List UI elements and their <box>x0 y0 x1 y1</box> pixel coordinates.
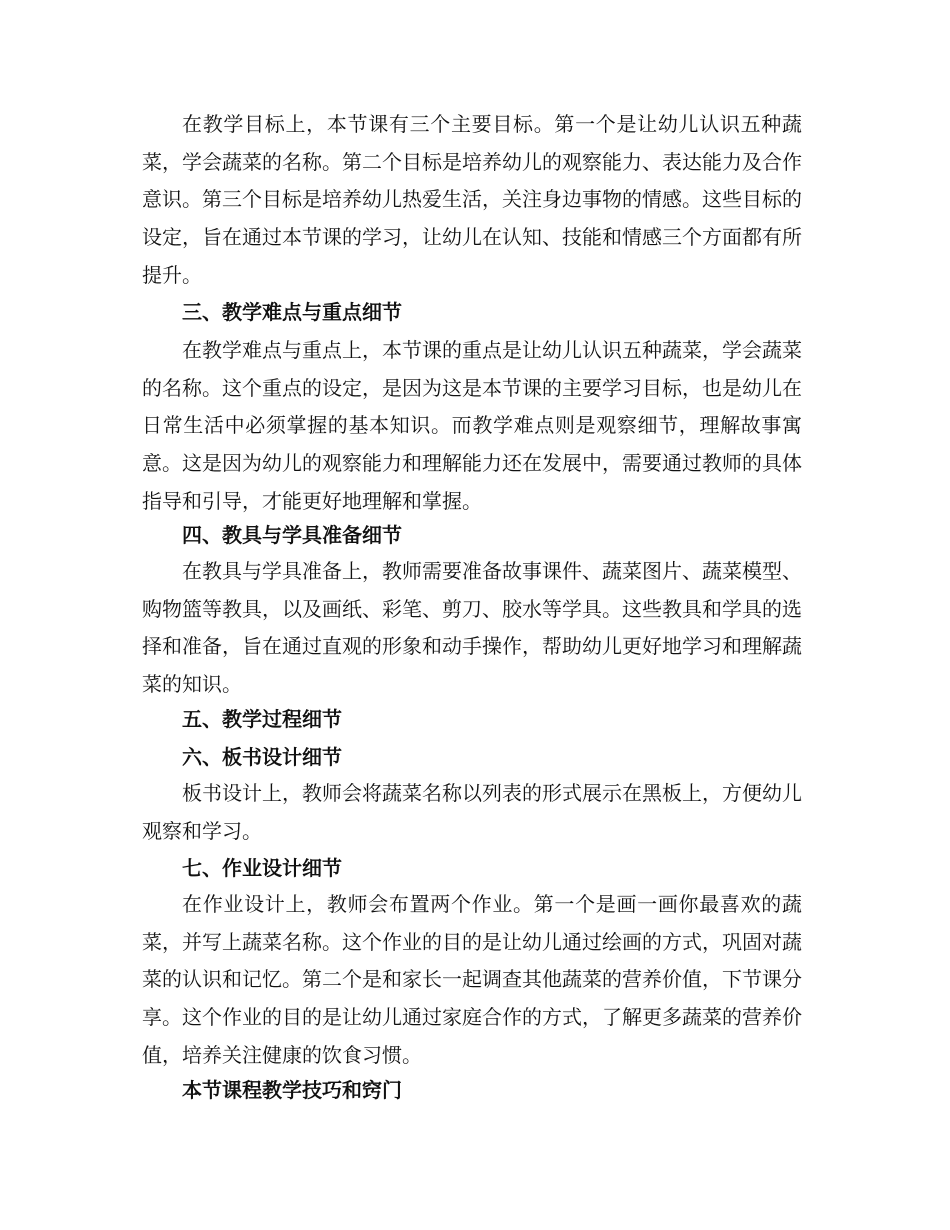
heading-teaching-tips: 本节课程教学技巧和窍门 <box>182 1078 402 1102</box>
heading-materials: 四、教具与学具准备细节 <box>182 523 402 547</box>
paragraph-materials: 在教具与学具准备上，教师需要准备故事课件、蔬菜图片、蔬菜模型、购物篮等教具，以及画纸、彩笔、剪刀、胶水等学具。这些教具和学具的选择和准备，旨在通过直观的形象和动手操作，帮助幼儿更好地学习和理解蔬菜的知识。 <box>142 559 802 697</box>
paragraph-teaching-objectives: 在教学目标上，本节课有三个主要目标。第一个是让幼儿认识五种蔬菜，学会蔬菜的名称。第二个目标是培养幼儿的观察能力、表达能力及合作意识。第三个目标是培养幼儿热爱生活，关注身边事物的情感。这些目标的设定，旨在通过本节课的学习，让幼儿在认知、技能和情感三个方面都有所提升。 <box>142 112 802 287</box>
heading-board-design: 六、板书设计细节 <box>182 745 342 769</box>
heading-homework-design: 七、作业设计细节 <box>182 856 342 880</box>
heading-teaching-process: 五、教学过程细节 <box>182 707 342 731</box>
heading-difficulty-focus: 三、教学难点与重点细节 <box>182 300 402 324</box>
paragraph-board-design: 板书设计上，教师会将蔬菜名称以列表的形式展示在黑板上，方便幼儿观察和学习。 <box>142 781 802 843</box>
paragraph-homework-design: 在作业设计上，教师会布置两个作业。第一个是画一画你最喜欢的蔬菜，并写上蔬菜名称。这个作业的目的是让幼儿通过绘画的方式，巩固对蔬菜的认识和记忆。第二个是和家长一起调查其他蔬菜的营养价值，下节课分享。这个作业的目的是让幼儿通过家庭合作的方式，了解更多蔬菜的营养价值，培养关注健康的饮食习惯。 <box>142 892 802 1067</box>
paragraph-difficulty-focus: 在教学难点与重点上，本节课的重点是让幼儿认识五种蔬菜，学会蔬菜的名称。这个重点的设定，是因为这是本节课的主要学习目标，也是幼儿在日常生活中必须掌握的基本知识。而教学难点则是观察细节，理解故事寓意。这是因为幼儿的观察能力和理解能力还在发展中，需要通过教师的具体指导和引导，才能更好地理解和掌握。 <box>142 338 802 513</box>
